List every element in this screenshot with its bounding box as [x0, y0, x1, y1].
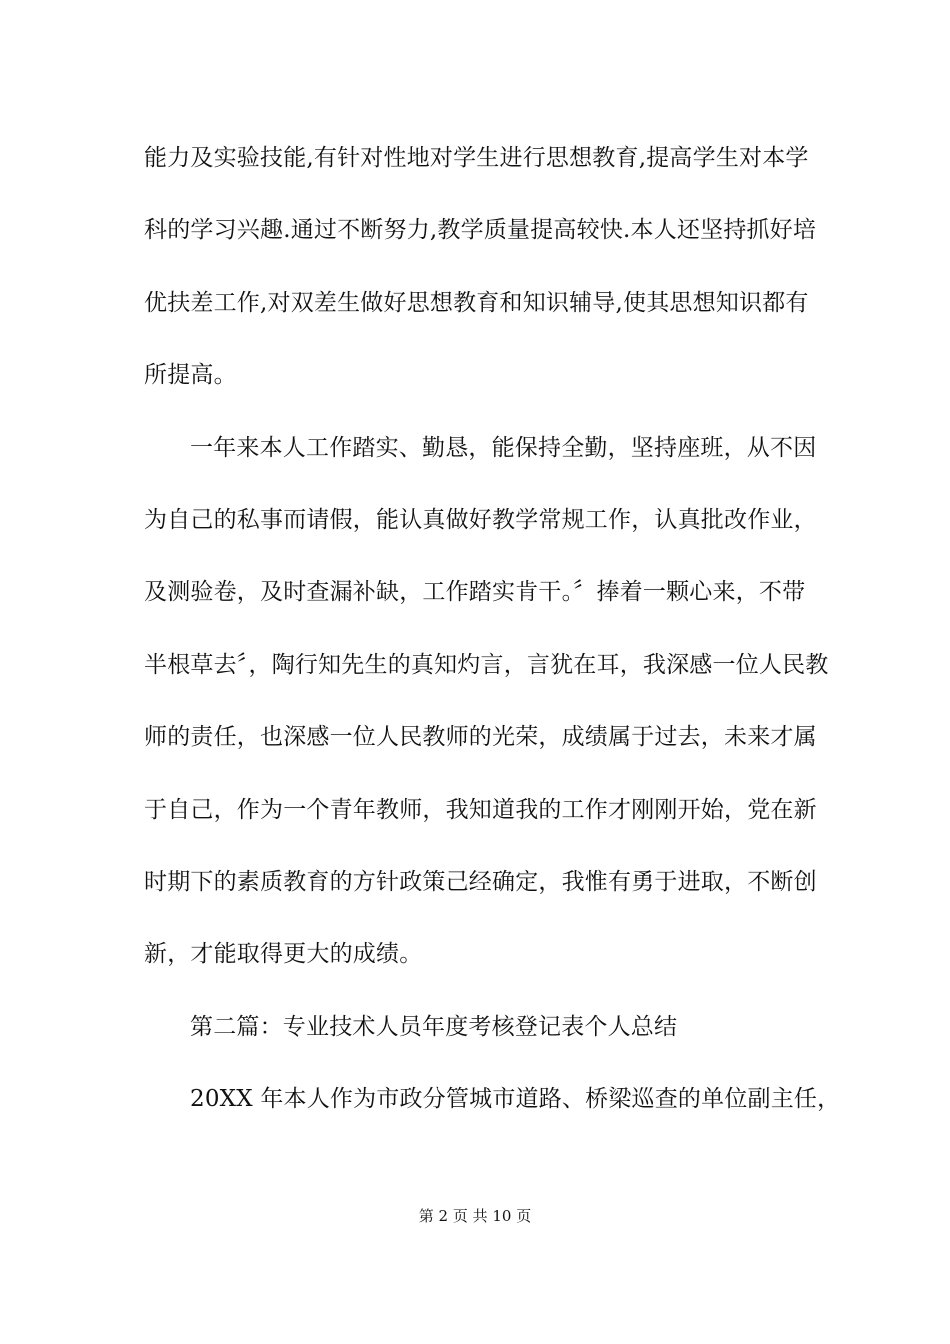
text-line-7: 及测验卷，及时查漏补缺，工作踏实肯干。〞捧着一颗心来，不带 — [144, 579, 806, 606]
text-line-1: 能力及实验技能,有针对性地对学生进行思想教育,提高学生对本学 — [144, 145, 809, 171]
text-line-12: 新，才能取得更大的成绩。 — [144, 941, 423, 968]
page-number: 第 2 页 共 10 页 — [418, 1207, 532, 1225]
text-line-14: 20XX 年本人作为市政分管城市道路、桥梁巡查的单位副主任， — [190, 1086, 841, 1113]
text-line-8: 半根草去〞，陶行知先生的真知灼言，言犹在耳，我深感一位人民教 — [144, 651, 829, 678]
text-line-3: 优扶差工作,对双差生做好思想教育和知识辅导,使其思想知识都有 — [144, 289, 809, 316]
text-line-5: 一年来本人工作踏实、勤恳，能保持全勤，坚持座班，从不因 — [190, 434, 817, 461]
document-body — [144, 130, 841, 1143]
section-heading: 第二篇：专业技术人员年度考核登记表个人总结 — [190, 1013, 678, 1040]
text-line-10: 于自己，作为一个青年教师，我知道我的工作才刚刚开始，党在新 — [144, 796, 817, 823]
text-line-9: 师的责任，也深感一位人民教师的光荣，成绩属于过去，未来才属 — [144, 724, 817, 751]
text-line-2: 科的学习兴趣.通过不断努力,教学质量提高较快.本人还坚持抓好培 — [144, 217, 817, 244]
text-line-11: 时期下的素质教育的方针政策己经确定，我惟有勇于进取，不断创 — [144, 868, 817, 895]
text-line-4: 所提高。 — [144, 362, 237, 389]
text-line-6: 为自己的私事而请假，能认真做好教学常规工作，认真批改作业， — [144, 506, 817, 533]
